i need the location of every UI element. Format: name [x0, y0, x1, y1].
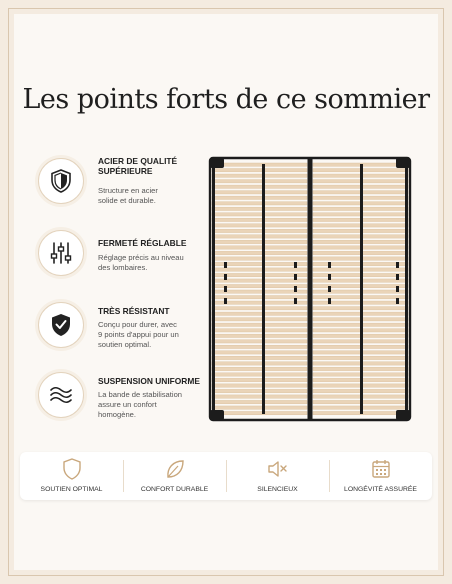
firmness-adjuster: [294, 274, 297, 280]
slat: [212, 251, 307, 254]
feature-title: ACIER DE QUALITÉ SUPÉRIEURE: [98, 156, 178, 176]
slat: [212, 362, 307, 365]
slat: [212, 202, 307, 205]
feature-title: TRÈS RÉSISTANT: [98, 306, 170, 316]
corner-bracket: [396, 410, 410, 420]
slat: [212, 334, 307, 337]
slat: [212, 163, 307, 166]
slat: [212, 378, 307, 381]
slat: [212, 345, 307, 348]
feature-adjustable-firmness: [38, 224, 198, 288]
slat: [212, 169, 307, 172]
shield-half-icon: [50, 169, 72, 193]
slat: [212, 229, 307, 232]
slat: [212, 207, 307, 210]
slat: [212, 185, 307, 188]
feature-description: Réglage précis au niveau des lombaires.: [98, 253, 184, 272]
firmness-adjuster: [328, 274, 331, 280]
slat: [212, 246, 307, 249]
slat: [212, 373, 307, 376]
corner-bracket: [210, 158, 224, 168]
leaf-icon: [163, 458, 187, 480]
slat: [212, 356, 307, 359]
firmness-adjuster: [328, 298, 331, 304]
slat: [212, 329, 307, 332]
feature-icon-circle: [38, 230, 84, 276]
firmness-adjuster: [224, 274, 227, 280]
slat: [212, 411, 307, 414]
firmness-adjuster: [396, 286, 399, 292]
corner-bracket: [210, 410, 224, 420]
feature-description: Structure en acier solide et durable.: [98, 186, 158, 205]
slat: [212, 384, 307, 387]
slat: [212, 367, 307, 370]
slat: [212, 180, 307, 183]
slat: [212, 395, 307, 398]
feature-description: Conçu pour durer, avec 9 points d'appui pour un soutien optimal.: [98, 320, 179, 349]
bed-frame-image: [204, 150, 416, 430]
speaker-mute-icon: [266, 458, 290, 480]
benefit-longevity: LONGÉVITÉ ASSURÉE: [329, 452, 432, 500]
slat: [212, 323, 307, 326]
firmness-adjuster: [396, 298, 399, 304]
slat: [212, 257, 307, 260]
slat: [212, 351, 307, 354]
feature-icon-circle: [38, 372, 84, 418]
slat: [212, 389, 307, 392]
slat: [212, 400, 307, 403]
slat: [212, 406, 307, 409]
inner-rail: [262, 164, 265, 414]
waves-icon: [49, 384, 73, 406]
firmness-adjuster: [294, 262, 297, 268]
firmness-adjuster: [224, 298, 227, 304]
slat: [212, 191, 307, 194]
slat: [212, 224, 307, 227]
benefit-optimal-support: SOUTIEN OPTIMAL: [20, 452, 123, 500]
feature-description: La bande de stabilisation assure un confort homogène.: [98, 390, 183, 419]
slat: [212, 218, 307, 221]
page-title: Les points forts de ce sommier: [22, 84, 430, 115]
firmness-adjuster: [224, 286, 227, 292]
center-beam: [308, 158, 313, 420]
firmness-adjuster: [396, 274, 399, 280]
firmness-adjuster: [396, 262, 399, 268]
sliders-icon: [50, 241, 72, 265]
slat: [212, 174, 307, 177]
shield-check-icon: [50, 313, 72, 337]
corner-bracket: [396, 158, 410, 168]
firmness-adjuster: [294, 286, 297, 292]
slat: [212, 318, 307, 321]
side-rail: [212, 164, 215, 414]
firmness-adjuster: [328, 262, 331, 268]
feature-title: FERMETÉ RÉGLABLE: [98, 238, 187, 248]
slat: [212, 240, 307, 243]
feature-very-resistant: [38, 296, 198, 360]
slat: [212, 340, 307, 343]
inner-rail: [360, 164, 363, 414]
feature-title: SUSPENSION UNIFORME: [98, 376, 200, 386]
benefit-silent: SILENCIEUX: [226, 452, 329, 500]
benefits-bar: [20, 452, 432, 500]
side-rail: [405, 164, 408, 414]
slat: [212, 196, 307, 199]
feature-icon-circle: [38, 302, 84, 348]
firmness-adjuster: [224, 262, 227, 268]
shield-outline-icon: [60, 458, 84, 480]
slat: [212, 268, 307, 271]
feature-uniform-suspension: [38, 366, 198, 430]
firmness-adjuster: [294, 298, 297, 304]
firmness-adjuster: [328, 286, 331, 292]
feature-icon-circle: [38, 158, 84, 204]
slat: [212, 235, 307, 238]
feature-steel-quality: [38, 152, 198, 216]
calendar-icon: [369, 458, 393, 480]
slat: [212, 213, 307, 216]
benefit-durable-comfort: CONFORT DURABLE: [123, 452, 226, 500]
slat: [212, 307, 307, 310]
slat: [212, 312, 307, 315]
